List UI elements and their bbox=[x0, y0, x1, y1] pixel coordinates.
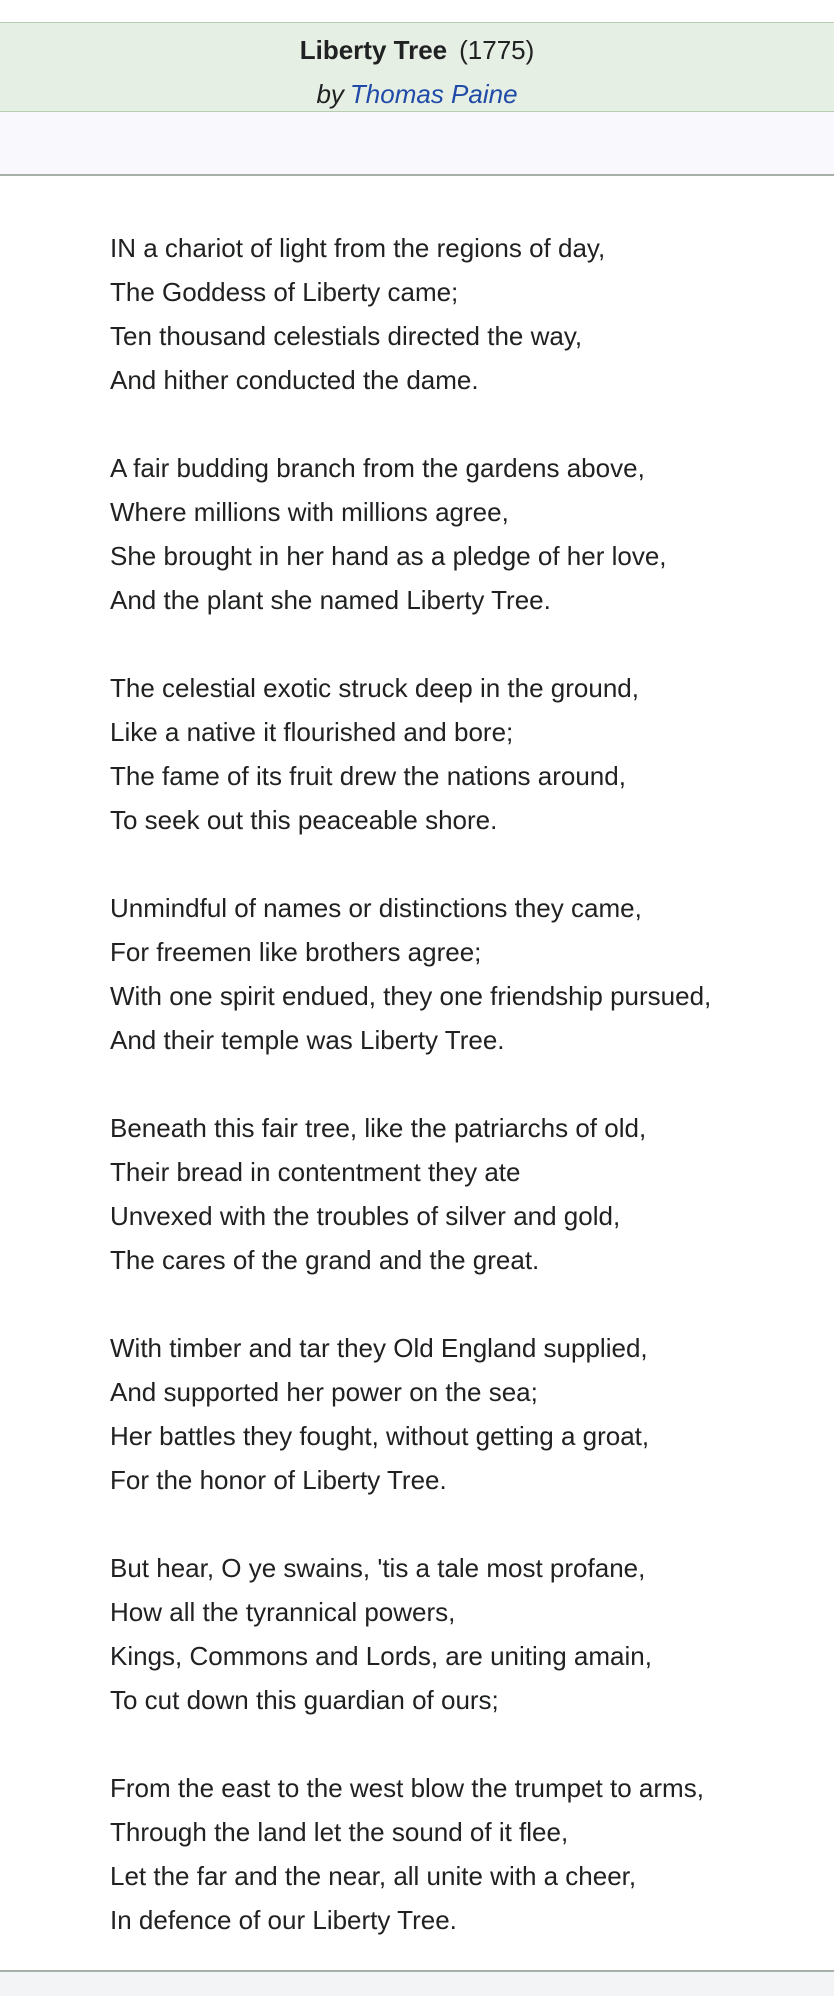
poem-line: With one spirit endued, they one friendship pursued, bbox=[110, 981, 712, 1011]
poem-line: For the honor of Liberty Tree. bbox=[110, 1465, 447, 1495]
poem-line: But hear, O ye swains, 'tis a tale most profane, bbox=[110, 1553, 646, 1583]
poem-year: (1775) bbox=[459, 35, 535, 65]
by-label: by bbox=[316, 79, 344, 109]
poem-line: And their temple was Liberty Tree. bbox=[110, 1025, 505, 1055]
poem-line: And supported her power on the sea; bbox=[110, 1377, 538, 1407]
stanza bbox=[110, 666, 810, 842]
poem-line: Her battles they fought, without getting a groat, bbox=[110, 1421, 650, 1451]
poem-line: Like a native it flourished and bore; bbox=[110, 717, 514, 747]
stanza bbox=[110, 1546, 810, 1722]
poem-line: To cut down this guardian of ours; bbox=[110, 1685, 499, 1715]
poem-line: How all the tyrannical powers, bbox=[110, 1597, 456, 1627]
poem-line: Ten thousand celestials directed the way, bbox=[110, 321, 583, 351]
poem-line: The cares of the grand and the great. bbox=[110, 1245, 540, 1275]
stanza bbox=[110, 1106, 810, 1282]
poem-title: Liberty Tree bbox=[299, 35, 448, 65]
poem-line: For freemen like brothers agree; bbox=[110, 937, 482, 967]
poem-line: Their bread in contentment they ate bbox=[110, 1157, 521, 1187]
poem-line: The Goddess of Liberty came; bbox=[110, 277, 459, 307]
notes-bar bbox=[0, 112, 834, 176]
poem-line: Unvexed with the troubles of silver and gold, bbox=[110, 1201, 621, 1231]
poem-line: A fair budding branch from the gardens above, bbox=[110, 453, 645, 483]
poem-line: And hither conducted the dame. bbox=[110, 365, 479, 395]
poem-line: In defence of our Liberty Tree. bbox=[110, 1905, 457, 1935]
title-line bbox=[0, 32, 834, 68]
poem-line: The celestial exotic struck deep in the ground, bbox=[110, 673, 639, 703]
author-line bbox=[0, 76, 834, 112]
footer-divider bbox=[0, 1970, 834, 1996]
poem-line: From the east to the west blow the trumpet to arms, bbox=[110, 1773, 704, 1803]
poem-line: Unmindful of names or distinctions they came, bbox=[110, 893, 642, 923]
stanza bbox=[110, 446, 810, 622]
stanza bbox=[110, 1766, 810, 1942]
poem-line: Kings, Commons and Lords, are uniting amain, bbox=[110, 1641, 652, 1671]
stanza bbox=[110, 886, 810, 1062]
poem-line: Where millions with millions agree, bbox=[110, 497, 509, 527]
poem-line: She brought in her hand as a pledge of her love, bbox=[110, 541, 667, 571]
poem-line: With timber and tar they Old England supplied, bbox=[110, 1333, 648, 1363]
poem-line: Beneath this fair tree, like the patriarchs of old, bbox=[110, 1113, 647, 1143]
poem-line: The fame of its fruit drew the nations around, bbox=[110, 761, 626, 791]
poem-line: Through the land let the sound of it flee, bbox=[110, 1817, 569, 1847]
poem-line: IN a chariot of light from the regions of day, bbox=[110, 233, 606, 263]
poem-body bbox=[110, 226, 810, 1986]
stanza bbox=[110, 226, 810, 402]
poem-header bbox=[0, 22, 834, 112]
poem-line: Let the far and the near, all unite with a cheer, bbox=[110, 1861, 637, 1891]
poem-line: And the plant she named Liberty Tree. bbox=[110, 585, 551, 615]
stanza bbox=[110, 1326, 810, 1502]
author-link[interactable]: Thomas Paine bbox=[349, 79, 518, 109]
poem-line: To seek out this peaceable shore. bbox=[110, 805, 498, 835]
